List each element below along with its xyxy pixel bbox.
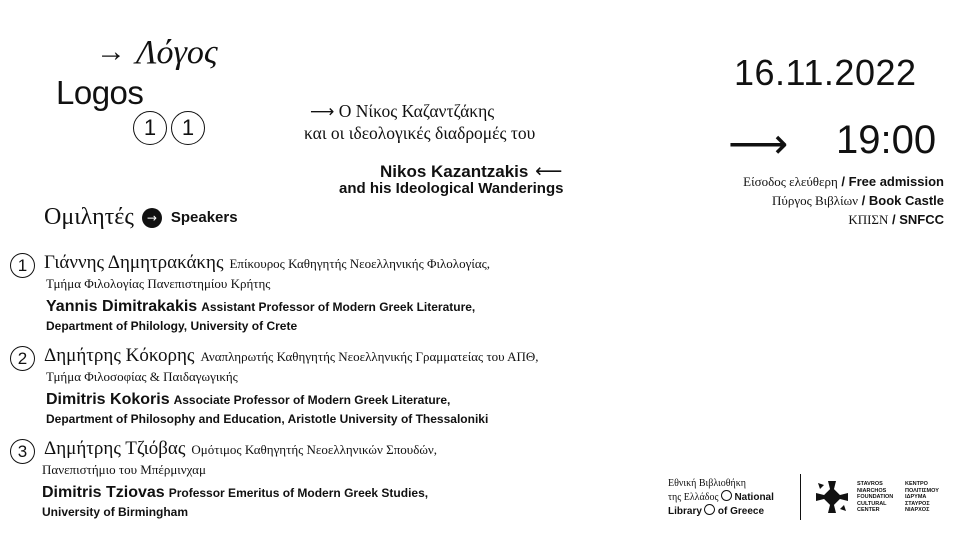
speaker-title-greek: Τμήμα Φιλολογίας Πανεπιστημίου Κρήτης (46, 276, 271, 291)
title-latin: Logos (56, 74, 144, 111)
speaker-name-english: Yannis Dimitrakakis (46, 298, 198, 315)
arrow-circle-icon: → (142, 208, 162, 228)
logos-header (96, 34, 218, 72)
speaker-name-english: Dimitris Tziovas (42, 484, 165, 501)
event-time: 19:00 (836, 118, 937, 162)
speaker-title-english: Assistant Professor of Modern Greek Literature, (201, 300, 476, 314)
arrow-right-icon: ⟶ (728, 119, 789, 168)
snfcc-text-greek: ΚΕΝΤΡΟ ΠΟΛΙΤΙΣΜΟΥ ΙΔΡΥΜΑ ΣΤΑΥΡΟΣ ΝΙΑΡΧΟΣ (905, 481, 939, 513)
speaker-title-english: Professor Emeritus of Modern Greek Studies, (168, 486, 429, 500)
speaker-entry (10, 343, 710, 426)
admission-info: Είσοδος ελεύθερη / Free admission (743, 174, 944, 189)
lecture-english-line1: Nikos Kazantzakis ⟵ (380, 160, 563, 182)
event-date: 16.11.2022 (734, 52, 917, 93)
snfcc-emblem-shapes (816, 481, 848, 513)
speaker-name-english: Dimitris Kokoris (46, 391, 170, 408)
arrow-right-icon: → (96, 35, 126, 68)
snfcc-emblem-icon (814, 479, 850, 515)
speakers-heading (44, 204, 238, 231)
speaker-title-english: Associate Professor of Modern Greek Literature, (173, 393, 451, 407)
speaker-title-greek: Επίκουρος Καθηγητής Νεοελληνικής Φιλολογίας, (229, 255, 491, 271)
lecture-english-line2: and his Ideological Wanderings (339, 180, 564, 197)
speaker-title-greek: Ομότιμος Καθηγητής Νεοελληνικών Σπουδών, (191, 441, 437, 457)
speaker-number: 3 (10, 439, 35, 464)
arrow-right-icon: ⟶ (310, 102, 335, 122)
snfcc-text-english: STAVROS NIARCHOS FOUNDATION CULTURAL CENTER (857, 481, 894, 513)
speaker-number: 1 (10, 253, 35, 278)
organizer-info: ΚΠΙΣΝ / SNFCC (848, 212, 944, 227)
title-greek: Λόγος (136, 34, 218, 71)
speaker-name-greek: Δημήτρης Τζιόβας (44, 437, 186, 459)
speakers-heading-greek: Ομιλητές (44, 204, 134, 230)
issue-digit: 1 (133, 111, 167, 145)
speaker-title-english: Department of Philosophy and Education, Aristotle University of Thessaloniki (46, 412, 489, 426)
nlg-emblem-icon (721, 490, 732, 501)
speakers-heading-english: Speakers (170, 209, 238, 226)
speaker-entry (10, 436, 650, 519)
speaker-title-greek: Αναπληρωτής Καθηγητής Νεοελληνικής Γραμματείας του ΑΠΘ, (200, 348, 539, 364)
arrow-left-icon: ⟵ (535, 160, 563, 182)
speaker-number: 2 (10, 346, 35, 371)
logo-divider (800, 474, 801, 520)
speaker-title-greek: Πανεπιστήμιο του Μπέρμινχαμ (42, 462, 206, 477)
speaker-title-greek: Τμήμα Φιλοσοφίας & Παιδαγωγικής (46, 369, 238, 384)
speaker-title-english: Department of Philology, University of Crete (46, 319, 298, 333)
speaker-entry (10, 250, 650, 333)
lecture-greek-line1: ⟶ Ο Νίκος Καζαντζάκης (310, 101, 495, 122)
nlg-emblem-icon (704, 504, 715, 515)
lecture-greek-line2: και οι ιδεολογικές διαδρομές του (304, 123, 536, 143)
venue-info: Πύργος Βιβλίων / Book Castle (772, 193, 944, 208)
issue-number (133, 111, 205, 145)
speaker-name-greek: Γιάννης Δημητρακάκης (44, 251, 224, 273)
issue-digit: 1 (171, 111, 205, 145)
national-library-logo: Εθνική Βιβλιοθήκη της Ελλάδος National Library of Greece (668, 478, 774, 517)
speaker-name-greek: Δημήτρης Κόκορης (44, 344, 195, 366)
speaker-title-english: University of Birmingham (42, 505, 189, 519)
